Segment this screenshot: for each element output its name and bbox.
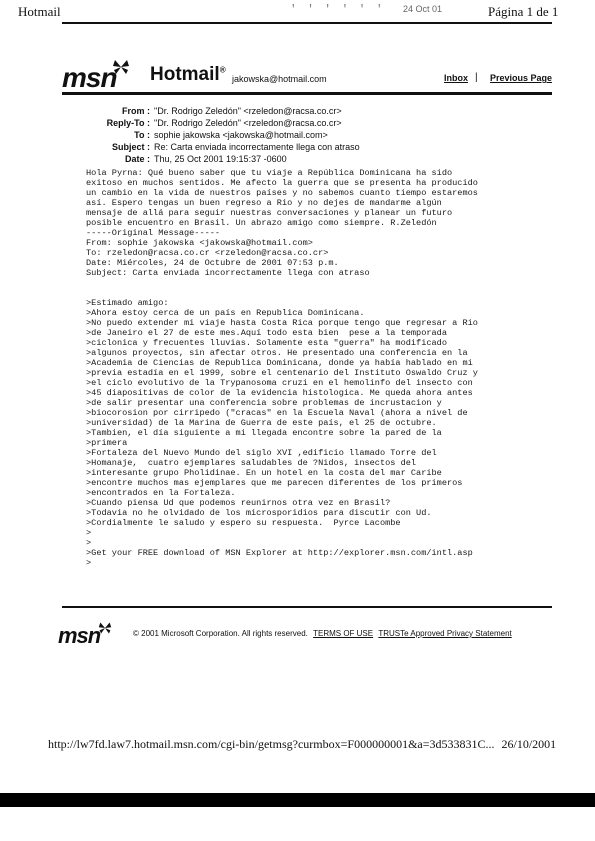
footer-msn-logo: msn <box>58 623 101 648</box>
msn-butterfly-icon <box>112 58 130 76</box>
print-footer-url: http://lw7fd.law7.hotmail.msn.com/cgi-bin/getmsg?curmbox=F000000001&a=3d533831C... <box>48 737 495 751</box>
print-header-marks: ' ' ' ' ' ' <box>290 4 385 16</box>
from-label: From : <box>122 106 150 116</box>
reply-to-value: "Dr. Rodrigo Zeledón" <rzeledon@racsa.co.cr> <box>154 118 342 128</box>
subject-label: Subject : <box>111 142 150 152</box>
print-footer <box>48 737 556 752</box>
previous-page-link[interactable]: Previous Page <box>490 73 553 83</box>
footer-butterfly-icon <box>98 621 112 635</box>
to-value: sophie jakowska <jakowska@hotmail.com> <box>154 130 328 140</box>
subject-value: Re: Carta enviada incorrectamente llega con atraso <box>154 142 360 152</box>
date-value: Thu, 25 Oct 2001 19:15:37 -0600 <box>154 154 287 164</box>
from-value: "Dr. Rodrigo Zeledón" <rzeledon@racsa.co.cr> <box>154 106 342 116</box>
hotmail-brand-text: Hotmail <box>150 64 220 85</box>
account-email: jakowska@hotmail.com <box>232 74 327 84</box>
print-header-page-number: Página 1 de 1 <box>488 4 559 19</box>
print-footer-date: 26/10/2001 <box>501 737 557 751</box>
print-header-code: 24 Oct 01 <box>403 4 443 14</box>
footer-divider <box>62 606 552 608</box>
print-header-divider <box>62 22 552 24</box>
date-label: Date : <box>124 154 150 164</box>
nav-separator: | <box>475 72 478 83</box>
inbox-link[interactable]: Inbox <box>444 73 468 83</box>
message-body: Hola Pyrna: Qué bueno saber que tu viaje a República Dominicana ha sido exitoso en muchos sentidos. Me afecto la guerra que se presenta ha producido un cambio en la vida de nuestros países y no sabemos cuanto tiempo estaremos así. Espero tengas un buen regreso a Rio y no dejes de mandarme algún mensaje de allá para seguir nuestras conversaciones y planear un futuro posible encuentro en Brasil. Un abrazo amigo como siempre. R.Zeledón -----Original Message----- From: sophie jakowska <jakowska@hotmail.com> To: rzeledon@racsa.co.cr <rzeledon@racsa.co.cr> Date: Miércoles, 24 de Octubre de 2001 07:53 p.m. Subject: Carta enviada incorrectamente llega con atraso >Estimado amigo: >Ahora estoy cerca de un país en Republica Dominicana. >No puedo extender mi viaje hasta Costa Rica porque tengo que regresar a Rio >de Janeiro el 27 de este mes.Aquí todo esta bien pese a la temporada >ciclonica y frecuentes lluvias. Solamente esta "guerra" ha modificado >algunos proyectos, sin afectar otros. He presentado una conferencia en la >Academia de Ciencias de Republica Dominicana, donde ya había hablado en mi >previa estadía en el 1999, sobre el centenario del Instituto Oswaldo Cruz y >el ciclo evolutivo de la Trypanosoma cruzi en el hemolinfo del insecto con >45 diapositivas de color de la evidencia histologica. Me queda ahora antes >de salir presentar una conferencia sobre problemas de incrustacion y >biocorosion por cirripedo ("cracas" en la Escuela Naval (ahora a nivel de >universidad) de la Marina de Guerra de este país, el 25 de octubre. >Tambien, el día siguiente a mi llegada encontre sobre la pared de la >primera >Fortaleza del Nuevo Mundo del siglo XVI ,edificio llamado Torre del >Homanaje, cuatro ejemplares saludables de ?Nidos, insectos del >interesante grupo Pholidinae. En un hotel en la costa del mar Caribe >encontre muchos mas ejemplares que me parecen diferentes de los primeros >encontrados en la Fortaleza. >Cuando piensa Ud que podemos reunirnos otra vez en Brasil? >Todavia no he olvidado de los microsporidios para discutir con Ud. >Cordialmente le saludo y espero su respuesta. Pyrce Lacombe > > >Get your FREE download of MSN Explorer at http://explorer.msn.com/intl.asp > <box>86 168 478 568</box>
to-label: To : <box>134 130 150 140</box>
registered-mark: ® <box>219 65 226 75</box>
hotmail-brand <box>150 64 226 86</box>
copyright-text: © 2001 Microsoft Corporation. All rights reserved. <box>133 629 308 638</box>
scan-edge-bar <box>0 793 595 807</box>
msn-logo: msn <box>62 62 117 93</box>
truste-privacy-link[interactable]: TRUSTe Approved Privacy Statement <box>378 629 512 638</box>
print-header-title: Hotmail <box>18 4 61 19</box>
header-divider <box>62 92 552 95</box>
terms-of-use-link[interactable]: TERMS OF USE <box>313 629 374 638</box>
footer-copyright <box>133 629 512 638</box>
reply-to-label: Reply-To : <box>106 118 150 128</box>
